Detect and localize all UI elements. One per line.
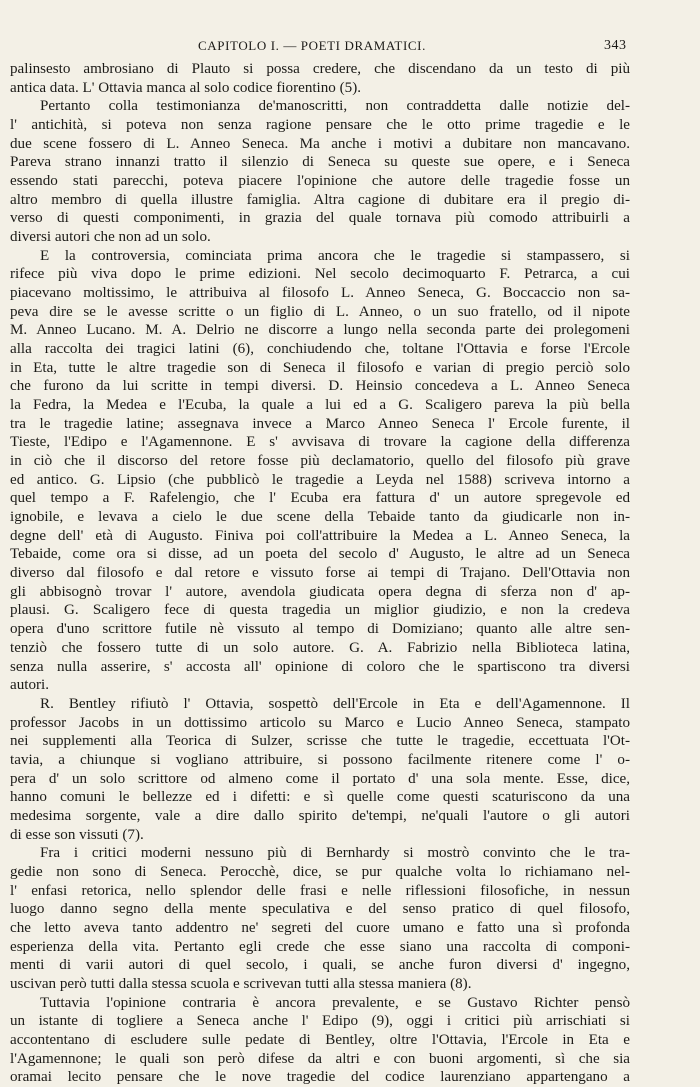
text-line: degne dell' età di Augusto. Finiva poi coll'attribuire la Medea a L. Anneo Seneca, la — [10, 527, 630, 544]
text-line: rifece più viva dopo le prime edizioni. Nel secolo decimoquarto F. Petrarca, a cui — [10, 266, 630, 283]
text-line: E la controversia, cominciata prima ancora che le tragedie si stampassero, si — [40, 247, 630, 264]
text-line: Fra i critici moderni nessuno più di Bernhardy si mostrò convinto che le tra- — [40, 845, 630, 862]
text-line: esperienza della vita. Pertanto egli crede che esse siano una raccolta di componi- — [10, 938, 630, 955]
text-line: nei supplementi alla Teorica di Sulzer, scrisse che tutte le tragedie, eccettuata l'Ot- — [10, 733, 630, 750]
page-number: 343 — [604, 38, 627, 53]
text-line: M. Anneo Lucano. M. A. Delrio ne discorre a lungo nella seconda parte dei prolegomeni — [10, 322, 630, 339]
text-line: menti di varii autori di quel secolo, i quali, se anche furon diversi d' ingegno, — [10, 957, 630, 974]
text-line: un istante di togliere a Seneca anche l' Edipo (9), oggi i critici più arrischiati si — [10, 1013, 630, 1030]
text-line: peva dire se le avesse scritte o un figlio di L. Anneo, o un suo fratello, od il nipote — [10, 303, 630, 320]
text-line: Tebaide, come ora si disse, ad un poeta del secolo d' Augusto, le altre ad un Seneca — [10, 546, 630, 563]
text-line: ignobile, e levava a cielo le due scene della Tebaide tanto da giudicarle non in- — [10, 509, 630, 526]
text-line: tra le tragedie latine; assegnava invece a Marco Anneo Seneca l' Ercole furente, il — [10, 415, 630, 432]
text-line: Tuttavia l'opinione contraria è ancora prevalente, e se Gustavo Richter pensò — [40, 994, 630, 1011]
text-line: opera d'uno scrittore futile nè vissuto al tempo di Domiziano; quanto alle altre sen- — [10, 621, 630, 638]
chapter-title: CAPITOLO I. — POETI DRAMATICI. — [198, 38, 426, 53]
text-line: due scene fossero di L. Anneo Seneca. Ma anche i motivi a dubitare non mancavano. — [10, 135, 630, 152]
text-line: antica data. L' Ottavia manca al solo codice fiorentino (5). — [10, 79, 361, 96]
text-line: hanno comuni le bellezze ed i difetti: e sì quelle come questi scaturiscono da una — [10, 789, 630, 806]
text-line: medesima sorgente, vale a dire dallo spirito de'tempi, ne'quali l'autore o gli autori — [10, 807, 630, 824]
text-line: alla raccolta dei tragici latini (6), conchiudendo che, toltane l'Ottavia e forse l'Ercole — [10, 341, 630, 358]
text-line: luogo danno segno della mente speculativa e del senso pratico di quel filosofo, — [10, 901, 630, 918]
text-line: l'Agamennone; le quali son però difese da altri e con buoni argomenti, sì che sia — [10, 1050, 630, 1067]
text-line: diversi autori che non ad un solo. — [10, 229, 211, 246]
text-line: gli abbisognò trovar l' autore, avendola giudicata opera degna di sferza non d' ap- — [10, 583, 630, 600]
text-line: plausi. G. Scaligero fece di questa tragedia un miglior giudizio, e non la credeva — [10, 602, 630, 619]
text-line: autori. — [10, 677, 49, 694]
text-line: Tieste, l'Edipo e l'Agamennone. E s' avvisava di trovare la cagione della differenza — [10, 434, 630, 451]
text-line: pera d' un solo scrittore od almeno come il portato d' una sola mente. Esse, dice, — [10, 770, 630, 787]
text-line: uscivan però tutti dalla stessa scuola e scrivevan tutti alla stessa maniera (8). — [10, 975, 472, 992]
text-line: gedie non sono di Seneca. Perocchè, dice, se pur qualche volta lo richiamano nel- — [10, 863, 630, 880]
text-line: in Eta, tutte le altre tragedie son di Seneca il filosofo e varian di pregio perciò solo — [10, 359, 630, 376]
text-line: tavia, a chiunque si vogliano attribuire, si possono facilmente ritenere come l' o- — [10, 751, 630, 768]
text-line: palinsesto ambrosiano di Plauto si possa credere, che discendano da un testo di più — [10, 61, 630, 77]
text-line: senza nulla asserire, s' accosta all' opinione di coloro che le spartiscono tra diversi — [10, 658, 630, 675]
text-line: altro membro di quella illustre famiglia. Altra cagione di dubitare era il pregio di- — [10, 191, 630, 208]
text-line: che letto aveva tanto addentro ne' segreti del cuore umano e fatto una sì profonda — [10, 919, 630, 936]
text-line: accontentano di escludere sulle pedate di Bentley, oltre l'Ottavia, l'Ercole in Eta e — [10, 1031, 630, 1048]
text-line: piacevano moltissimo, le attribuiva al filosofo L. Anneo Seneca, G. Boccaccio non sa- — [10, 285, 630, 302]
text-line: quel tempo a F. Rafelengio, che l' Ecuba era fattura d' un autore spregevole ed — [10, 490, 630, 507]
text-line: in ciò che il discorso del retore fosse più declamatorio, quello del filosofo più grave — [10, 453, 630, 470]
text-line: professor Jacobs in un dottissimo articolo su Marco e Lucio Anneo Seneca, stampato — [10, 714, 630, 731]
text-line: l' antichità, si poteva non senza ragione pensare che le otto prime tragedie e le — [10, 117, 630, 134]
text-line: che furono da lui scritte in tempi diversi. D. Heinsio concedeva a L. Anneo Seneca — [10, 378, 630, 395]
text-line: verso di questi componimenti, in grazia del quale tornava più comodo attribuirli a — [10, 210, 630, 227]
text-line: oramai lecito pensare che le nove tragedie del codice laurenziano appartengano a — [10, 1069, 630, 1086]
text-line: R. Bentley rifiutò l' Ottavia, sospettò dell'Ercole in Eta e dell'Agamennone. Il — [40, 695, 630, 712]
text-line: essendo stati parecchi, poteva piacere l'opinione che autore delle tragedie fosse un — [10, 173, 630, 190]
text-line: ed antico. G. Lipsio (che pubblicò le tragedie a Leyda nel 1588) scriveva intorno a — [10, 471, 630, 488]
text-line: l' enfasi retorica, nello splendor delle frasi e nelle riflessioni filosofiche, in nessun — [10, 882, 630, 899]
text-line: la Fedra, la Medea e l'Ecuba, la quale a lui ed a G. Scaligero pareva la più bella — [10, 397, 630, 414]
text-line: di esse son vissuti (7). — [10, 826, 144, 843]
text-line: diverso dal filosofo e dal retore e vissuto forse ai tempi di Trajano. Dell'Ottavia non — [10, 565, 630, 582]
body-text — [10, 60, 630, 1087]
text-line: tenziò che fossero tutte di un solo autore. G. A. Fabrizio nella Biblioteca latina, — [10, 639, 630, 656]
text-line: Pertanto colla testimonianza de'manoscritti, non contraddetta dalle notizie del- — [40, 98, 630, 115]
text-line: Pareva strano innanzi tratto il silenzio di Seneca su queste sue opere, e i Seneca — [10, 154, 630, 171]
